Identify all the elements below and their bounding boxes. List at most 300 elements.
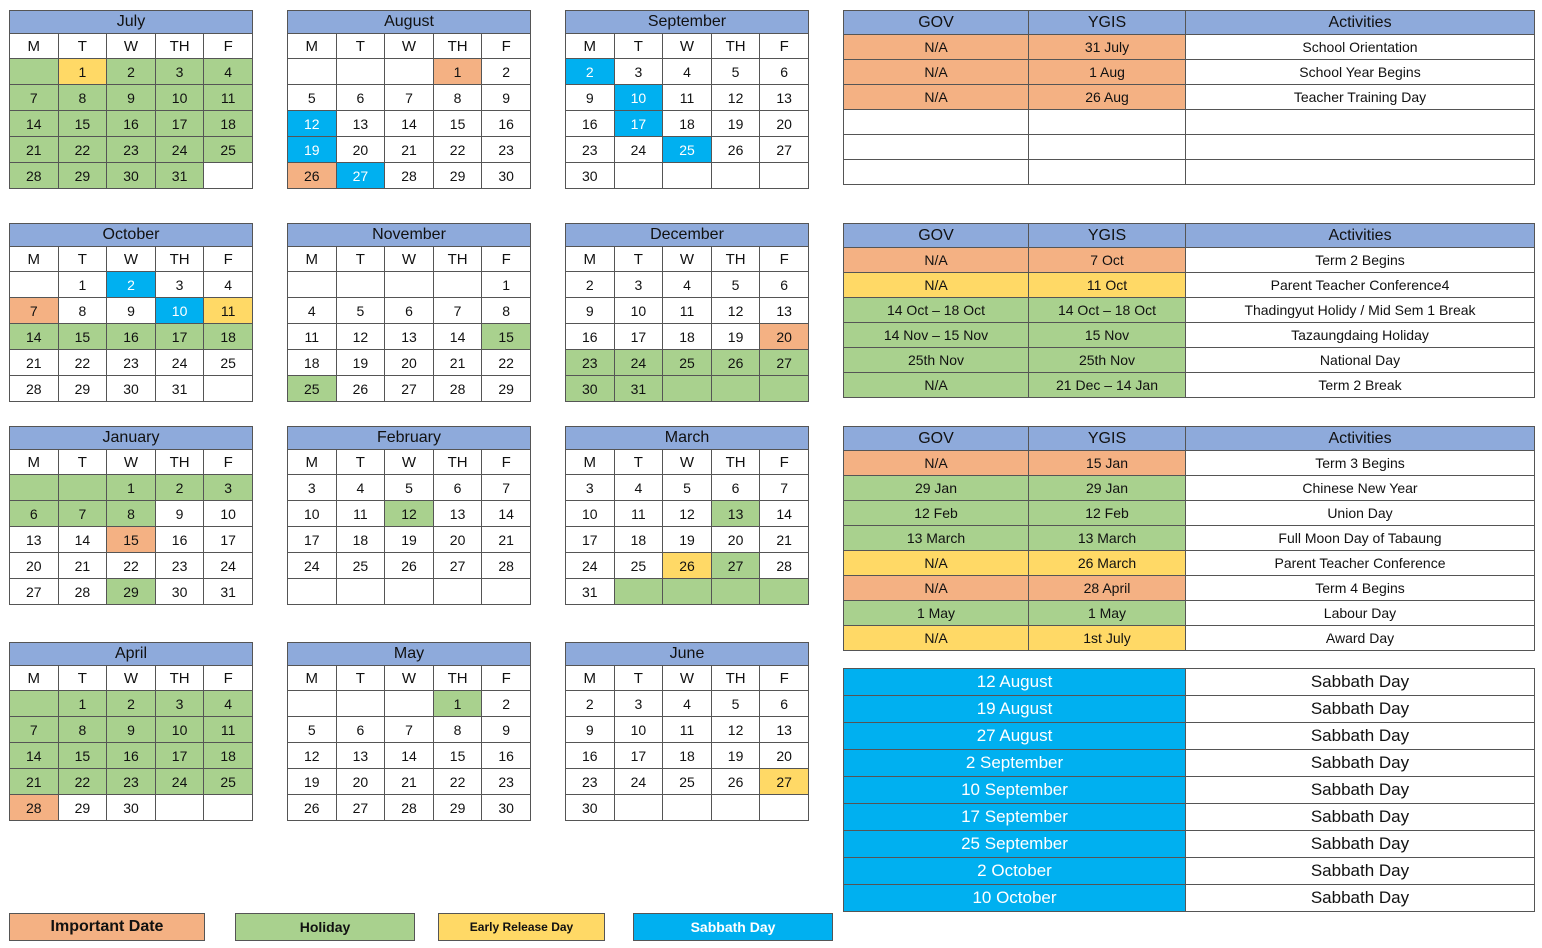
- day-cell: [288, 272, 337, 298]
- day-cell: 25: [663, 137, 712, 163]
- day-cell: 25: [663, 769, 712, 795]
- day-cell: 7: [385, 717, 434, 743]
- day-cell: 19: [711, 743, 760, 769]
- weekday-header: TH: [155, 666, 204, 691]
- event-row: [844, 501, 1535, 526]
- sabbath-row: [844, 669, 1535, 696]
- day-cell: 12: [288, 743, 337, 769]
- event-activity: [1186, 110, 1535, 135]
- day-cell: 23: [107, 137, 156, 163]
- sabbath-row: [844, 885, 1535, 912]
- events-table: [843, 426, 1535, 651]
- day-cell: [760, 376, 809, 402]
- day-cell: 6: [385, 298, 434, 324]
- event-row: [844, 451, 1535, 476]
- event-gov: N/A: [844, 451, 1029, 476]
- day-cell: [385, 59, 434, 85]
- day-cell: 5: [711, 272, 760, 298]
- day-cell: 20: [711, 527, 760, 553]
- events-table: [843, 10, 1535, 185]
- day-cell: 24: [204, 553, 253, 579]
- weekday-header: TH: [433, 34, 482, 59]
- day-cell: [336, 272, 385, 298]
- event-activity: Term 2 Break: [1186, 373, 1535, 398]
- day-cell: [711, 163, 760, 189]
- day-cell: 4: [663, 272, 712, 298]
- day-cell: 4: [336, 475, 385, 501]
- day-cell: 1: [482, 272, 531, 298]
- day-cell: 28: [385, 163, 434, 189]
- event-ygis: 13 March: [1029, 526, 1186, 551]
- day-cell: 3: [155, 272, 204, 298]
- event-row: [844, 248, 1535, 273]
- weekday-header: TH: [711, 450, 760, 475]
- day-cell: 2: [566, 272, 615, 298]
- event-gov: 13 March: [844, 526, 1029, 551]
- day-cell: 4: [204, 59, 253, 85]
- weekday-header: F: [204, 247, 253, 272]
- day-cell: 8: [58, 85, 107, 111]
- day-cell: 27: [760, 769, 809, 795]
- day-cell: [433, 579, 482, 605]
- event-gov: N/A: [844, 35, 1029, 60]
- day-cell: 21: [433, 350, 482, 376]
- event-gov: N/A: [844, 60, 1029, 85]
- month-title: April: [10, 643, 253, 666]
- weekday-header: F: [482, 247, 531, 272]
- day-cell: 20: [760, 743, 809, 769]
- day-cell: 16: [566, 743, 615, 769]
- day-cell: 24: [288, 553, 337, 579]
- day-cell: [663, 795, 712, 821]
- sabbath-date: 25 September: [844, 831, 1186, 858]
- day-cell: 13: [336, 111, 385, 137]
- day-cell: 9: [107, 717, 156, 743]
- day-cell: 31: [204, 579, 253, 605]
- day-cell: 8: [58, 717, 107, 743]
- day-cell: 23: [155, 553, 204, 579]
- weekday-header: TH: [711, 666, 760, 691]
- day-cell: 25: [336, 553, 385, 579]
- day-cell: [663, 579, 712, 605]
- day-cell: 1: [58, 272, 107, 298]
- month-title: October: [10, 224, 253, 247]
- day-cell: [760, 579, 809, 605]
- day-cell: 9: [482, 717, 531, 743]
- legend-sabbath-day: Sabbath Day: [633, 913, 833, 941]
- day-cell: 6: [760, 59, 809, 85]
- day-cell: 5: [288, 85, 337, 111]
- weekday-header: T: [336, 34, 385, 59]
- day-cell: 14: [385, 111, 434, 137]
- legend-early-release: Early Release Day: [438, 913, 605, 941]
- day-cell: 4: [288, 298, 337, 324]
- day-cell: 19: [288, 137, 337, 163]
- day-cell: 19: [336, 350, 385, 376]
- day-cell: 28: [58, 579, 107, 605]
- day-cell: 6: [433, 475, 482, 501]
- day-cell: [663, 376, 712, 402]
- day-cell: [288, 59, 337, 85]
- day-cell: 7: [482, 475, 531, 501]
- day-cell: 24: [155, 350, 204, 376]
- day-cell: 15: [482, 324, 531, 350]
- day-cell: 5: [385, 475, 434, 501]
- day-cell: 18: [336, 527, 385, 553]
- day-cell: 14: [433, 324, 482, 350]
- event-activity: Parent Teacher Conference: [1186, 551, 1535, 576]
- day-cell: 17: [288, 527, 337, 553]
- day-cell: [663, 163, 712, 189]
- month-calendar: [9, 10, 253, 189]
- day-cell: 23: [107, 769, 156, 795]
- day-cell: 18: [204, 743, 253, 769]
- day-cell: 17: [614, 324, 663, 350]
- day-cell: 27: [711, 553, 760, 579]
- day-cell: 26: [385, 553, 434, 579]
- day-cell: 9: [107, 298, 156, 324]
- day-cell: 14: [10, 743, 59, 769]
- month-title: January: [10, 427, 253, 450]
- column-header-activities: Activities: [1186, 11, 1535, 35]
- day-cell: 3: [155, 59, 204, 85]
- event-activity: Parent Teacher Conference4: [1186, 273, 1535, 298]
- day-cell: 10: [288, 501, 337, 527]
- event-row: [844, 85, 1535, 110]
- weekday-header: T: [58, 666, 107, 691]
- event-row: [844, 373, 1535, 398]
- weekday-header: M: [10, 247, 59, 272]
- event-gov: N/A: [844, 248, 1029, 273]
- weekday-header: M: [566, 34, 615, 59]
- weekday-header: F: [760, 34, 809, 59]
- day-cell: 11: [204, 717, 253, 743]
- day-cell: 21: [385, 137, 434, 163]
- day-cell: 9: [566, 298, 615, 324]
- day-cell: 5: [711, 691, 760, 717]
- weekday-header: M: [288, 34, 337, 59]
- event-activity: Labour Day: [1186, 601, 1535, 626]
- day-cell: 27: [760, 137, 809, 163]
- weekday-header: TH: [155, 34, 204, 59]
- day-cell: 25: [204, 137, 253, 163]
- day-cell: 5: [288, 717, 337, 743]
- day-cell: 30: [566, 376, 615, 402]
- day-cell: 10: [614, 298, 663, 324]
- event-activity: Union Day: [1186, 501, 1535, 526]
- weekday-header: T: [614, 450, 663, 475]
- day-cell: 9: [482, 85, 531, 111]
- event-ygis: 25th Nov: [1029, 348, 1186, 373]
- column-header-ygis: YGIS: [1029, 224, 1186, 248]
- event-row: [844, 526, 1535, 551]
- event-activity: Tazaungdaing Holiday: [1186, 323, 1535, 348]
- event-row: [844, 160, 1535, 185]
- day-cell: 28: [760, 553, 809, 579]
- event-gov: N/A: [844, 576, 1029, 601]
- day-cell: 16: [566, 324, 615, 350]
- day-cell: 11: [614, 501, 663, 527]
- day-cell: [204, 163, 253, 189]
- sabbath-label: Sabbath Day: [1186, 669, 1535, 696]
- day-cell: 7: [760, 475, 809, 501]
- day-cell: 25: [204, 350, 253, 376]
- day-cell: 3: [614, 691, 663, 717]
- day-cell: 2: [482, 59, 531, 85]
- weekday-header: TH: [155, 247, 204, 272]
- day-cell: 1: [107, 475, 156, 501]
- weekday-header: T: [614, 666, 663, 691]
- event-row: [844, 35, 1535, 60]
- day-cell: 20: [433, 527, 482, 553]
- day-cell: 18: [663, 743, 712, 769]
- event-ygis: [1029, 110, 1186, 135]
- event-activity: Award Day: [1186, 626, 1535, 651]
- day-cell: [711, 795, 760, 821]
- month-calendar: [287, 10, 531, 189]
- weekday-header: M: [566, 666, 615, 691]
- weekday-header: TH: [711, 34, 760, 59]
- weekday-header: M: [10, 666, 59, 691]
- weekday-header: W: [107, 34, 156, 59]
- sabbath-date: 10 October: [844, 885, 1186, 912]
- day-cell: 13: [760, 85, 809, 111]
- day-cell: 13: [711, 501, 760, 527]
- event-gov: [844, 160, 1029, 185]
- day-cell: 26: [288, 795, 337, 821]
- day-cell: 30: [566, 163, 615, 189]
- day-cell: 23: [107, 350, 156, 376]
- event-row: [844, 601, 1535, 626]
- day-cell: 10: [614, 717, 663, 743]
- event-activity: Term 3 Begins: [1186, 451, 1535, 476]
- event-row: [844, 576, 1535, 601]
- day-cell: 4: [204, 272, 253, 298]
- day-cell: 17: [614, 743, 663, 769]
- sabbath-label: Sabbath Day: [1186, 804, 1535, 831]
- day-cell: 5: [711, 59, 760, 85]
- month-title: November: [288, 224, 531, 247]
- weekday-header: W: [663, 450, 712, 475]
- event-ygis: 14 Oct – 18 Oct: [1029, 298, 1186, 323]
- day-cell: 1: [433, 691, 482, 717]
- day-cell: 18: [204, 324, 253, 350]
- day-cell: 1: [58, 691, 107, 717]
- day-cell: 24: [614, 137, 663, 163]
- day-cell: [288, 579, 337, 605]
- weekday-header: M: [10, 34, 59, 59]
- weekday-header: T: [58, 247, 107, 272]
- day-cell: 5: [663, 475, 712, 501]
- event-row: [844, 110, 1535, 135]
- day-cell: 5: [336, 298, 385, 324]
- day-cell: 28: [482, 553, 531, 579]
- day-cell: 12: [336, 324, 385, 350]
- day-cell: [385, 691, 434, 717]
- month-title: May: [288, 643, 531, 666]
- sabbath-date: 2 September: [844, 750, 1186, 777]
- event-row: [844, 60, 1535, 85]
- day-cell: 17: [155, 743, 204, 769]
- sabbath-row: [844, 723, 1535, 750]
- day-cell: 24: [566, 553, 615, 579]
- weekday-header: TH: [155, 450, 204, 475]
- day-cell: 4: [614, 475, 663, 501]
- day-cell: 19: [288, 769, 337, 795]
- weekday-header: F: [760, 666, 809, 691]
- day-cell: 28: [10, 795, 59, 821]
- day-cell: 20: [336, 137, 385, 163]
- weekday-header: TH: [433, 247, 482, 272]
- day-cell: 22: [433, 137, 482, 163]
- day-cell: 6: [760, 691, 809, 717]
- event-gov: N/A: [844, 373, 1029, 398]
- weekday-header: W: [107, 666, 156, 691]
- month-calendar: [565, 223, 809, 402]
- event-ygis: 7 Oct: [1029, 248, 1186, 273]
- weekday-header: M: [288, 450, 337, 475]
- day-cell: 8: [58, 298, 107, 324]
- day-cell: [614, 579, 663, 605]
- day-cell: 30: [107, 795, 156, 821]
- day-cell: 7: [10, 85, 59, 111]
- day-cell: 31: [155, 163, 204, 189]
- day-cell: [58, 475, 107, 501]
- day-cell: 19: [711, 111, 760, 137]
- column-header-gov: GOV: [844, 224, 1029, 248]
- weekday-header: W: [385, 247, 434, 272]
- event-gov: N/A: [844, 273, 1029, 298]
- event-activity: National Day: [1186, 348, 1535, 373]
- day-cell: 11: [663, 717, 712, 743]
- day-cell: 26: [711, 137, 760, 163]
- day-cell: 27: [10, 579, 59, 605]
- day-cell: 6: [10, 501, 59, 527]
- day-cell: 16: [482, 743, 531, 769]
- month-title: March: [566, 427, 809, 450]
- weekday-header: F: [204, 450, 253, 475]
- event-gov: 14 Nov – 15 Nov: [844, 323, 1029, 348]
- weekday-header: F: [760, 247, 809, 272]
- sabbath-table: [843, 668, 1535, 912]
- month-title: December: [566, 224, 809, 247]
- day-cell: 6: [336, 85, 385, 111]
- day-cell: 3: [614, 272, 663, 298]
- day-cell: 18: [614, 527, 663, 553]
- weekday-header: W: [107, 247, 156, 272]
- day-cell: 8: [482, 298, 531, 324]
- column-header-activities: Activities: [1186, 224, 1535, 248]
- sabbath-label: Sabbath Day: [1186, 777, 1535, 804]
- weekday-header: T: [58, 450, 107, 475]
- day-cell: 24: [155, 769, 204, 795]
- weekday-header: T: [614, 247, 663, 272]
- month-calendar: [287, 223, 531, 402]
- event-ygis: [1029, 135, 1186, 160]
- day-cell: 25: [288, 376, 337, 402]
- day-cell: 15: [433, 743, 482, 769]
- day-cell: 14: [385, 743, 434, 769]
- day-cell: 11: [204, 85, 253, 111]
- weekday-header: W: [385, 450, 434, 475]
- day-cell: 14: [482, 501, 531, 527]
- day-cell: 21: [10, 350, 59, 376]
- day-cell: 24: [614, 350, 663, 376]
- day-cell: 13: [760, 298, 809, 324]
- day-cell: 11: [336, 501, 385, 527]
- event-activity: [1186, 160, 1535, 185]
- event-ygis: 12 Feb: [1029, 501, 1186, 526]
- day-cell: [760, 163, 809, 189]
- day-cell: 13: [10, 527, 59, 553]
- day-cell: 21: [760, 527, 809, 553]
- event-activity: Term 4 Begins: [1186, 576, 1535, 601]
- day-cell: 8: [433, 85, 482, 111]
- day-cell: 10: [614, 85, 663, 111]
- day-cell: 27: [336, 163, 385, 189]
- day-cell: 14: [760, 501, 809, 527]
- day-cell: 22: [482, 350, 531, 376]
- column-header-ygis: YGIS: [1029, 427, 1186, 451]
- sabbath-row: [844, 777, 1535, 804]
- day-cell: 13: [385, 324, 434, 350]
- day-cell: 30: [482, 163, 531, 189]
- day-cell: 17: [614, 111, 663, 137]
- day-cell: 7: [58, 501, 107, 527]
- day-cell: 9: [566, 717, 615, 743]
- day-cell: 30: [155, 579, 204, 605]
- weekday-header: TH: [711, 247, 760, 272]
- day-cell: 2: [155, 475, 204, 501]
- day-cell: 30: [566, 795, 615, 821]
- day-cell: [760, 795, 809, 821]
- day-cell: 31: [614, 376, 663, 402]
- day-cell: 3: [204, 475, 253, 501]
- event-ygis: 26 Aug: [1029, 85, 1186, 110]
- day-cell: 16: [482, 111, 531, 137]
- sabbath-label: Sabbath Day: [1186, 723, 1535, 750]
- day-cell: 20: [385, 350, 434, 376]
- sabbath-row: [844, 804, 1535, 831]
- day-cell: [204, 376, 253, 402]
- day-cell: 29: [433, 795, 482, 821]
- day-cell: 22: [58, 350, 107, 376]
- day-cell: 13: [760, 717, 809, 743]
- weekday-header: F: [760, 450, 809, 475]
- event-activity: Chinese New Year: [1186, 476, 1535, 501]
- weekday-header: W: [107, 450, 156, 475]
- day-cell: [711, 376, 760, 402]
- event-row: [844, 551, 1535, 576]
- event-ygis: 1st July: [1029, 626, 1186, 651]
- day-cell: 20: [336, 769, 385, 795]
- day-cell: 21: [482, 527, 531, 553]
- sabbath-date: 12 August: [844, 669, 1186, 696]
- day-cell: 10: [155, 298, 204, 324]
- day-cell: 22: [58, 137, 107, 163]
- day-cell: 11: [663, 298, 712, 324]
- day-cell: 7: [10, 298, 59, 324]
- event-activity: School Orientation: [1186, 35, 1535, 60]
- day-cell: 2: [107, 691, 156, 717]
- day-cell: 21: [385, 769, 434, 795]
- day-cell: 27: [760, 350, 809, 376]
- weekday-header: F: [482, 450, 531, 475]
- day-cell: 15: [107, 527, 156, 553]
- event-gov: 29 Jan: [844, 476, 1029, 501]
- day-cell: 19: [711, 324, 760, 350]
- day-cell: 6: [711, 475, 760, 501]
